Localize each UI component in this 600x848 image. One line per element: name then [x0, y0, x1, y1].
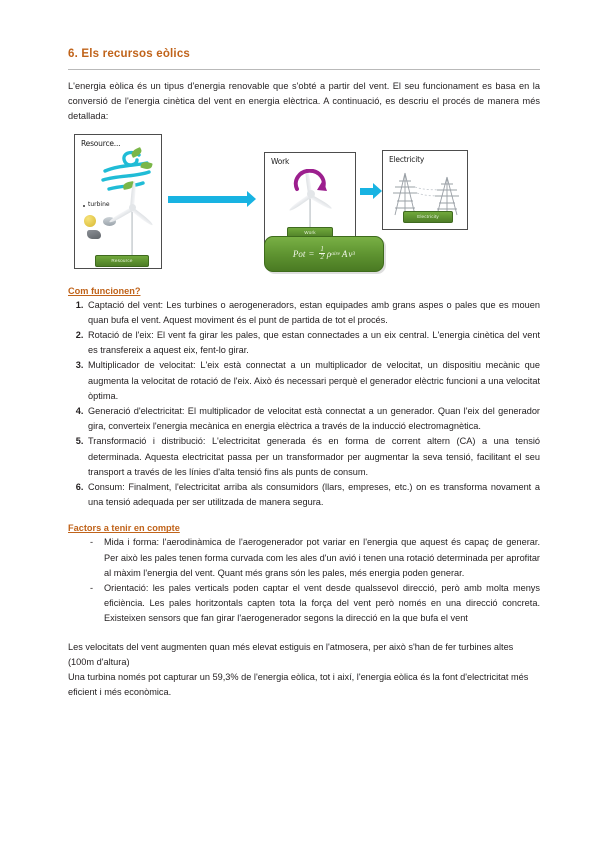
- formula-velocity: v: [348, 248, 353, 259]
- formula-fraction: [319, 246, 325, 261]
- closing-paragraph-1: Les velocitats del vent augmenten quan més elevat estiguis en l'atmosera, per això s'han de fer turbines altes (100m d'altura): [68, 641, 514, 667]
- list-item: - Mida i forma: l'aerodinàmica de l'aerogenerador pot variar en l'energia que aquest és capaç de generar. Per això les pales tenen forma curvada com les ales d'un avió i tenen una rotació determinada per aprofitar al màxim l'energia del vent. Quant més grans són les pales, més energia poden generar.: [90, 535, 540, 581]
- diagram-tag-electricity: Electricity: [403, 211, 453, 223]
- diagram-panel-resource: [74, 134, 162, 269]
- wind-swirl-icon: [99, 147, 161, 197]
- formula-velocity-exponent: 3: [352, 250, 356, 257]
- bullet-dot: [83, 205, 85, 207]
- turbine-hub: [129, 204, 136, 211]
- list-item: - Orientació: les pales verticals poden captar el vent desde qualssevol direcció, però amb molta menys eficiència. Les pales horitzontals capten tota la força del vent però només en una direcció concreta. Existeixen sensors que fan girar l'aerogenerador segons la direcció en la que bufa el vent: [90, 581, 540, 627]
- title-divider: [68, 69, 540, 70]
- diagram-tag-resource: Resource: [95, 255, 149, 267]
- section-heading-factors: Factors a tenir en compte: [68, 523, 180, 534]
- closing-paragraph-2: Una turbina només pot capturar un 59,3% de l'energia eòlica, tot i així, l'energia eòlica és la font d'electricitat més eficient i més econòmica.: [68, 672, 529, 698]
- formula-area: A: [341, 248, 348, 259]
- panel-label-work: Work: [271, 156, 290, 166]
- panel-label-electricity: Electricity: [389, 154, 425, 164]
- panel-label-resource: Resource...: [81, 138, 121, 148]
- formula-rho-subscript: aire: [331, 250, 340, 257]
- diagram-panel-electricity: [382, 150, 468, 230]
- list-item: 3. Multiplicador de velocitat: L'eix està connectat a un multiplicador de velocitat, un dispositiu mecànic que augmenta la velocitat de rotació de l'eix. Això és necessari perquè el generador elèctric funcioni a una velocitat òptima.: [86, 358, 540, 404]
- formula-denominator: 2: [320, 253, 324, 262]
- diagram-panel-work: [264, 152, 356, 245]
- formula-lhs: Pot: [292, 248, 306, 259]
- energy-icon: [84, 215, 96, 227]
- spacer: [68, 627, 540, 640]
- turbine-mast: [131, 207, 133, 255]
- formula-rho: ρ: [326, 248, 332, 259]
- process-arrow-1: [168, 196, 248, 203]
- rock-icon: [87, 230, 101, 239]
- list-item: 1. Captació del vent: Les turbines o aerogeneradors, estan equipades amb grans aspes o pales que es mouen quan bufa el vent. Aquest moviment és el punt de partida de tot el procés.: [86, 298, 540, 328]
- power-formula-box: [264, 236, 384, 272]
- page-title: 6. Els recursos eòlics: [68, 48, 191, 60]
- list-item: 5. Transformació i distribució: L'electricitat generada és en forma de corrent altern (CA) a una tensió determinada. Aquesta electricitat passa per un transformador per augmentar la seva tensió, facilitant el seu transport a través de les línies d'alta tensió fins als punts de consum.: [86, 434, 540, 480]
- list-item: 6. Consum: Finalment, l'electricitat arriba als consumidors (llars, empreses, etc.) on es transforma novament a una tensió adequada per ser utilitzada de manera segura.: [86, 480, 540, 510]
- intro-paragraph: L'energia eòlica és un tipus d'energia renovable que s'obté a partir del vent. El seu funcionament es basa en la conversió de l'energia cinètica del vent en energia elèctrica. A continuació, es descriu el procés de manera més detallada:: [68, 81, 540, 122]
- list-item: 4. Generació d'electricitat: El multiplicador de velocitat està connectat a un generador. Quan l'eix del generador gira, converteix l'energia mecànica en energia elèctrica a través de la inducció electromagnètica.: [86, 404, 540, 434]
- rotation-arrow-icon: [293, 169, 329, 197]
- spacer: [68, 510, 540, 523]
- process-arrow-2: [360, 188, 374, 195]
- formula-numerator: 1: [320, 245, 324, 254]
- list-item: 2. Rotació de l'eix: El vent fa girar les pales, que estan connectades a un eix central. L'energia cinètica del vent es transfereix a aquest eix, fent-lo girar.: [86, 328, 540, 358]
- section-heading-how-it-works: Com funcionen?: [68, 285, 141, 296]
- diagram-tag-work: Work: [287, 227, 333, 239]
- formula-equals: =: [308, 248, 315, 259]
- how-it-works-list: [68, 298, 540, 511]
- factors-list: [68, 535, 540, 626]
- wind-energy-process-diagram: [68, 132, 540, 280]
- turbine-bullet-label: turbine: [88, 200, 110, 208]
